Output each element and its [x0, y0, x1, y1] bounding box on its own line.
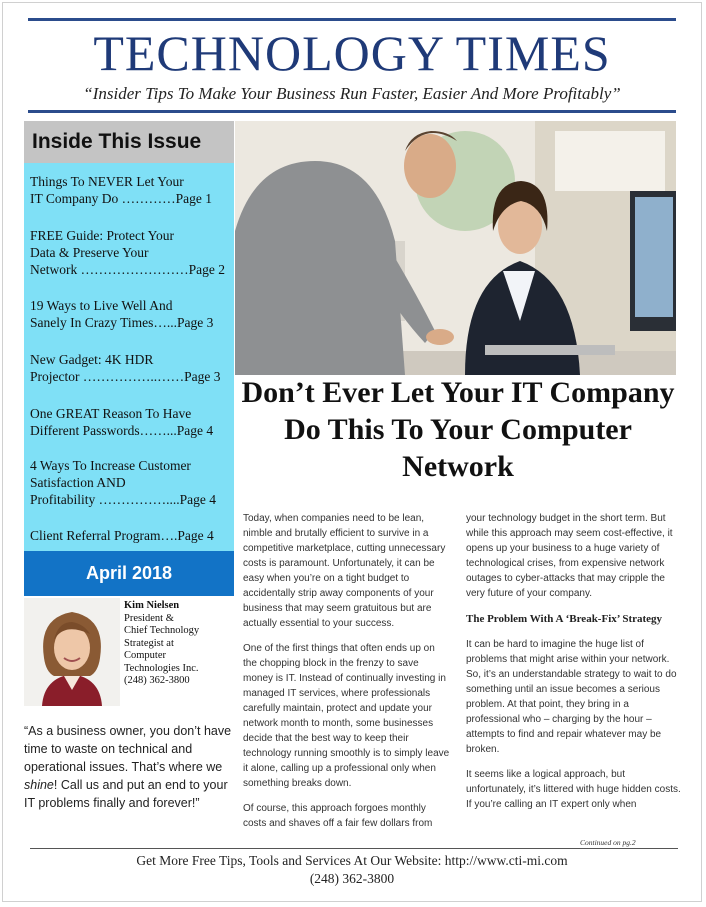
author-bio [124, 600, 236, 688]
toc-item[interactable] [30, 527, 230, 544]
masthead-top-rule [28, 18, 676, 21]
article-paragraph: your technology budget in the short term. But while this approach may seem cost-effective, it opens up your business to a huge variety of technological crises, from expensive network outages to cyber-attacks that may cripple the very future of your company. [466, 513, 673, 599]
table-of-contents [24, 163, 234, 551]
toc-line: 19 Ways to Live Well And [30, 298, 173, 313]
toc-line: Things To NEVER Let Your [30, 174, 184, 189]
toc-item[interactable] [30, 405, 230, 439]
toc-line: Network ……………………Page 2 [30, 262, 225, 277]
toc-line: Sanely In Crazy Times…...Page 3 [30, 315, 214, 330]
quote-text: “As a business owner, you don’t have time to waste on technical and operational issues. That’s where we [24, 724, 232, 774]
quote-text: ! Call us and put an end to your IT problems finally and forever!” [24, 778, 228, 810]
article-paragraph: It can be hard to imagine the huge list of problems that might arise within your network. So, it’s an understandable strategy to wait to do something until an issue becomes a serious problem. At that point, they bring in a professional who – charging by the hour – attempts to find and repair whatever may be broken. [466, 639, 677, 755]
toc-line: IT Company Do …………Page 1 [30, 191, 212, 206]
toc-line: Data & Preserve Your [30, 245, 149, 260]
toc-item[interactable] [30, 297, 230, 331]
continued-note: Continued on pg.2 [580, 838, 636, 847]
toc-line: Satisfaction AND [30, 475, 126, 490]
article-paragraph: Of course, this approach forgoes monthly costs and shaves off a fair few dollars from [243, 803, 433, 829]
article-column-2 [466, 511, 682, 822]
footer-phone: (248) 362-3800 [309, 871, 395, 886]
inside-issue-heading: Inside This Issue [24, 121, 234, 163]
masthead-title: TECHNOLOGY TIMES [93, 25, 611, 81]
author-title-line: President & [124, 612, 174, 624]
masthead-bottom-rule [28, 110, 676, 113]
footer-website-line[interactable]: Get More Free Tips, Tools and Services At Our Website: http://www.cti-mi.com [136, 853, 568, 868]
toc-line: Profitability ……………....Page 4 [30, 492, 216, 507]
toc-item[interactable] [30, 457, 230, 508]
masthead-tagline: “Insider Tips To Make Your Business Run Faster, Easier And More Profitably” [83, 84, 621, 103]
author-name: Kim Nielsen [124, 600, 180, 611]
author-title-line: Strategist at [124, 637, 174, 649]
article-column-1 [243, 511, 451, 841]
author-quote [24, 722, 236, 812]
toc-line: FREE Guide: Protect Your [30, 228, 175, 243]
article-paragraph: It seems like a logical approach, but unfortunately, it’s littered with huge hidden costs. If you’re calling an IT expert only when [466, 769, 681, 810]
toc-line: Client Referral Program….Page 4 [30, 528, 214, 543]
toc-item[interactable] [30, 351, 230, 385]
toc-line: Projector ……………..……Page 3 [30, 369, 221, 384]
article-paragraph: Today, when companies need to be lean, nimble and brutally efficient to survive in a competitive marketplace, cutting unnecessary costs is paramount. Unfortunately, it can be easy when you’re on a tight budget to accidentally strip away components of your business that may seem gratuitous but are actually essential to your success. [243, 513, 446, 629]
toc-line: One GREAT Reason To Have [30, 406, 192, 421]
author-photo [24, 598, 120, 706]
quote-emphasis: shine [24, 778, 54, 792]
footer-rule [30, 848, 678, 849]
author-title-line: Chief Technology [124, 625, 200, 636]
author-company-line: Technologies Inc. [124, 662, 199, 674]
author-company-line: Computer [124, 650, 166, 661]
toc-line: Different Passwords……...Page 4 [30, 423, 214, 438]
author-phone: (248) 362-3800 [124, 675, 190, 686]
article-headline: Don’t Ever Let Your IT Company Do This To Your Computer Network [241, 376, 675, 483]
toc-line: 4 Ways To Increase Customer [30, 458, 191, 473]
article-paragraph: One of the first things that often ends up on the chopping block in the frenzy to save money is IT. Instead of continually investing in managed IT services, where professionals carefully maintain, protect and update your network month to month, some businesses decide that the best way to keep their technology running smoothly is to simply leave it alone, calling up a professional only when something breaks down. [243, 643, 450, 789]
toc-item[interactable] [30, 173, 230, 207]
article-subhead: The Problem With A ‘Break-Fix’ Strategy [466, 613, 663, 625]
toc-item[interactable] [30, 227, 230, 278]
hero-photo [235, 121, 676, 375]
toc-line: New Gadget: 4K HDR [30, 352, 154, 367]
issue-date: April 2018 [24, 551, 234, 596]
